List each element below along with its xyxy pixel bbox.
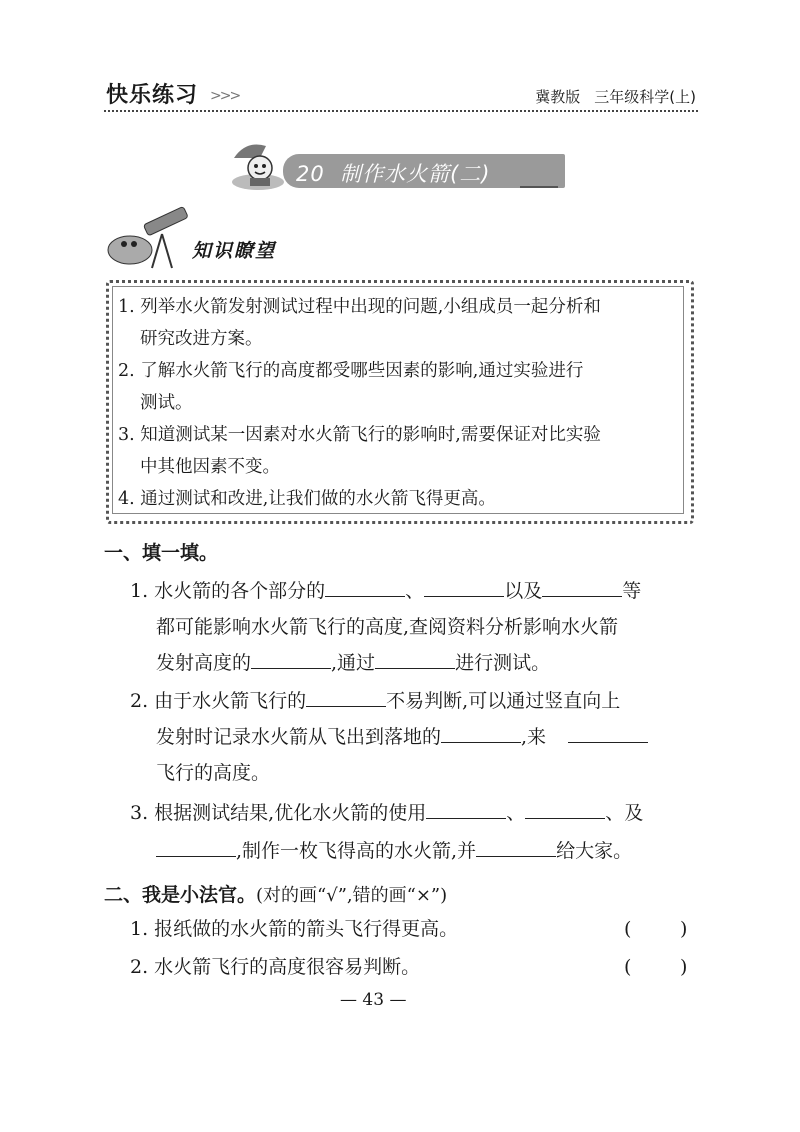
question-text: 2. 由于水火箭飞行的 bbox=[130, 690, 307, 712]
question-text: ,制作一枚飞得高的水火箭,并 bbox=[236, 840, 477, 862]
answer-blank[interactable] bbox=[325, 580, 405, 597]
answer-paren-open[interactable]: ( bbox=[624, 956, 632, 978]
answer-blank[interactable] bbox=[306, 690, 386, 707]
question-text: 、 bbox=[506, 802, 526, 824]
lesson-number: 20 bbox=[296, 162, 325, 186]
judge-item: 1. 报纸做的水火箭的箭头飞行得更高。 bbox=[130, 918, 459, 940]
question-text: ,通过 bbox=[331, 652, 376, 674]
knowledge-item: 4. 通过测试和改进,让我们做的水火箭飞得更高。 bbox=[118, 489, 496, 509]
telescope-icon bbox=[104, 206, 194, 272]
question-text: 3. 根据测试结果,优化水火箭的使用 bbox=[130, 802, 427, 824]
question-line: 飞行的高度。 bbox=[156, 762, 271, 784]
question-text: 、 bbox=[405, 580, 425, 602]
question-text: 以及 bbox=[504, 580, 543, 602]
question-text: 、及 bbox=[605, 802, 644, 824]
subject-label: 三年级科学(上) bbox=[594, 88, 696, 106]
question-text: 1. 水火箭的各个部分的 bbox=[130, 580, 326, 602]
judge-item: 2. 水火箭飞行的高度很容易判断。 bbox=[130, 956, 421, 978]
answer-blank[interactable] bbox=[476, 840, 556, 857]
lesson-title bbox=[296, 158, 490, 188]
answer-blank[interactable] bbox=[156, 840, 236, 857]
answer-blank[interactable] bbox=[426, 802, 506, 819]
banner-underline bbox=[520, 186, 558, 188]
answer-paren-open[interactable]: ( bbox=[624, 918, 632, 940]
lesson-name: 制作水火箭(二) bbox=[340, 162, 491, 186]
question-line bbox=[156, 826, 632, 876]
answer-blank[interactable] bbox=[251, 652, 331, 669]
knowledge-item: 中其他因素不变。 bbox=[140, 457, 280, 477]
knowledge-item: 1. 列举水火箭发射测试过程中出现的问题,小组成员一起分析和 bbox=[118, 297, 601, 317]
page-number: — 43 — bbox=[340, 990, 407, 1010]
answer-paren-close[interactable]: ) bbox=[680, 918, 688, 940]
knowledge-item: 3. 知道测试某一因素对水火箭飞行的影响时,需要保证对比实验 bbox=[118, 425, 601, 445]
section-hint: (对的画“√”,错的画“×”) bbox=[256, 885, 448, 906]
answer-blank[interactable] bbox=[525, 802, 605, 819]
answer-blank[interactable] bbox=[441, 726, 521, 743]
header-divider bbox=[104, 110, 698, 112]
answer-blank[interactable] bbox=[542, 580, 622, 597]
knowledge-item: 测试。 bbox=[140, 393, 193, 413]
knowledge-title: 知识瞭望 bbox=[192, 240, 277, 262]
mascot-icon bbox=[226, 138, 288, 194]
section-heading-text: 二、我是小法官。 bbox=[104, 884, 257, 906]
question-text: 等 bbox=[622, 580, 642, 602]
section-heading-fill: 一、填一填。 bbox=[104, 542, 219, 564]
section-heading-judge bbox=[104, 880, 447, 907]
knowledge-item: 2. 了解水火箭飞行的高度都受哪些因素的影响,通过实验进行 bbox=[118, 361, 584, 381]
edition-label: 冀教版 bbox=[535, 88, 581, 106]
question-text: 给大家。 bbox=[556, 840, 633, 862]
series-title: 快乐练习 bbox=[106, 83, 199, 108]
answer-blank[interactable] bbox=[568, 726, 648, 743]
arrows-icon: >>> bbox=[210, 88, 240, 104]
question-text: 发射时记录水火箭从飞出到落地的 bbox=[156, 726, 442, 748]
knowledge-item: 研究改进方案。 bbox=[140, 329, 263, 349]
question-text: 进行测试。 bbox=[455, 652, 551, 674]
question-text: 发射高度的 bbox=[156, 652, 252, 674]
question-text: 不易判断,可以通过竖直向上 bbox=[386, 690, 621, 712]
question-text: ,来 bbox=[521, 726, 547, 748]
answer-blank[interactable] bbox=[375, 652, 455, 669]
header-info bbox=[535, 86, 696, 107]
question-line: 都可能影响水火箭飞行的高度,查阅资料分析影响水火箭 bbox=[156, 616, 619, 638]
answer-blank[interactable] bbox=[424, 580, 504, 597]
answer-paren-close[interactable]: ) bbox=[680, 956, 688, 978]
